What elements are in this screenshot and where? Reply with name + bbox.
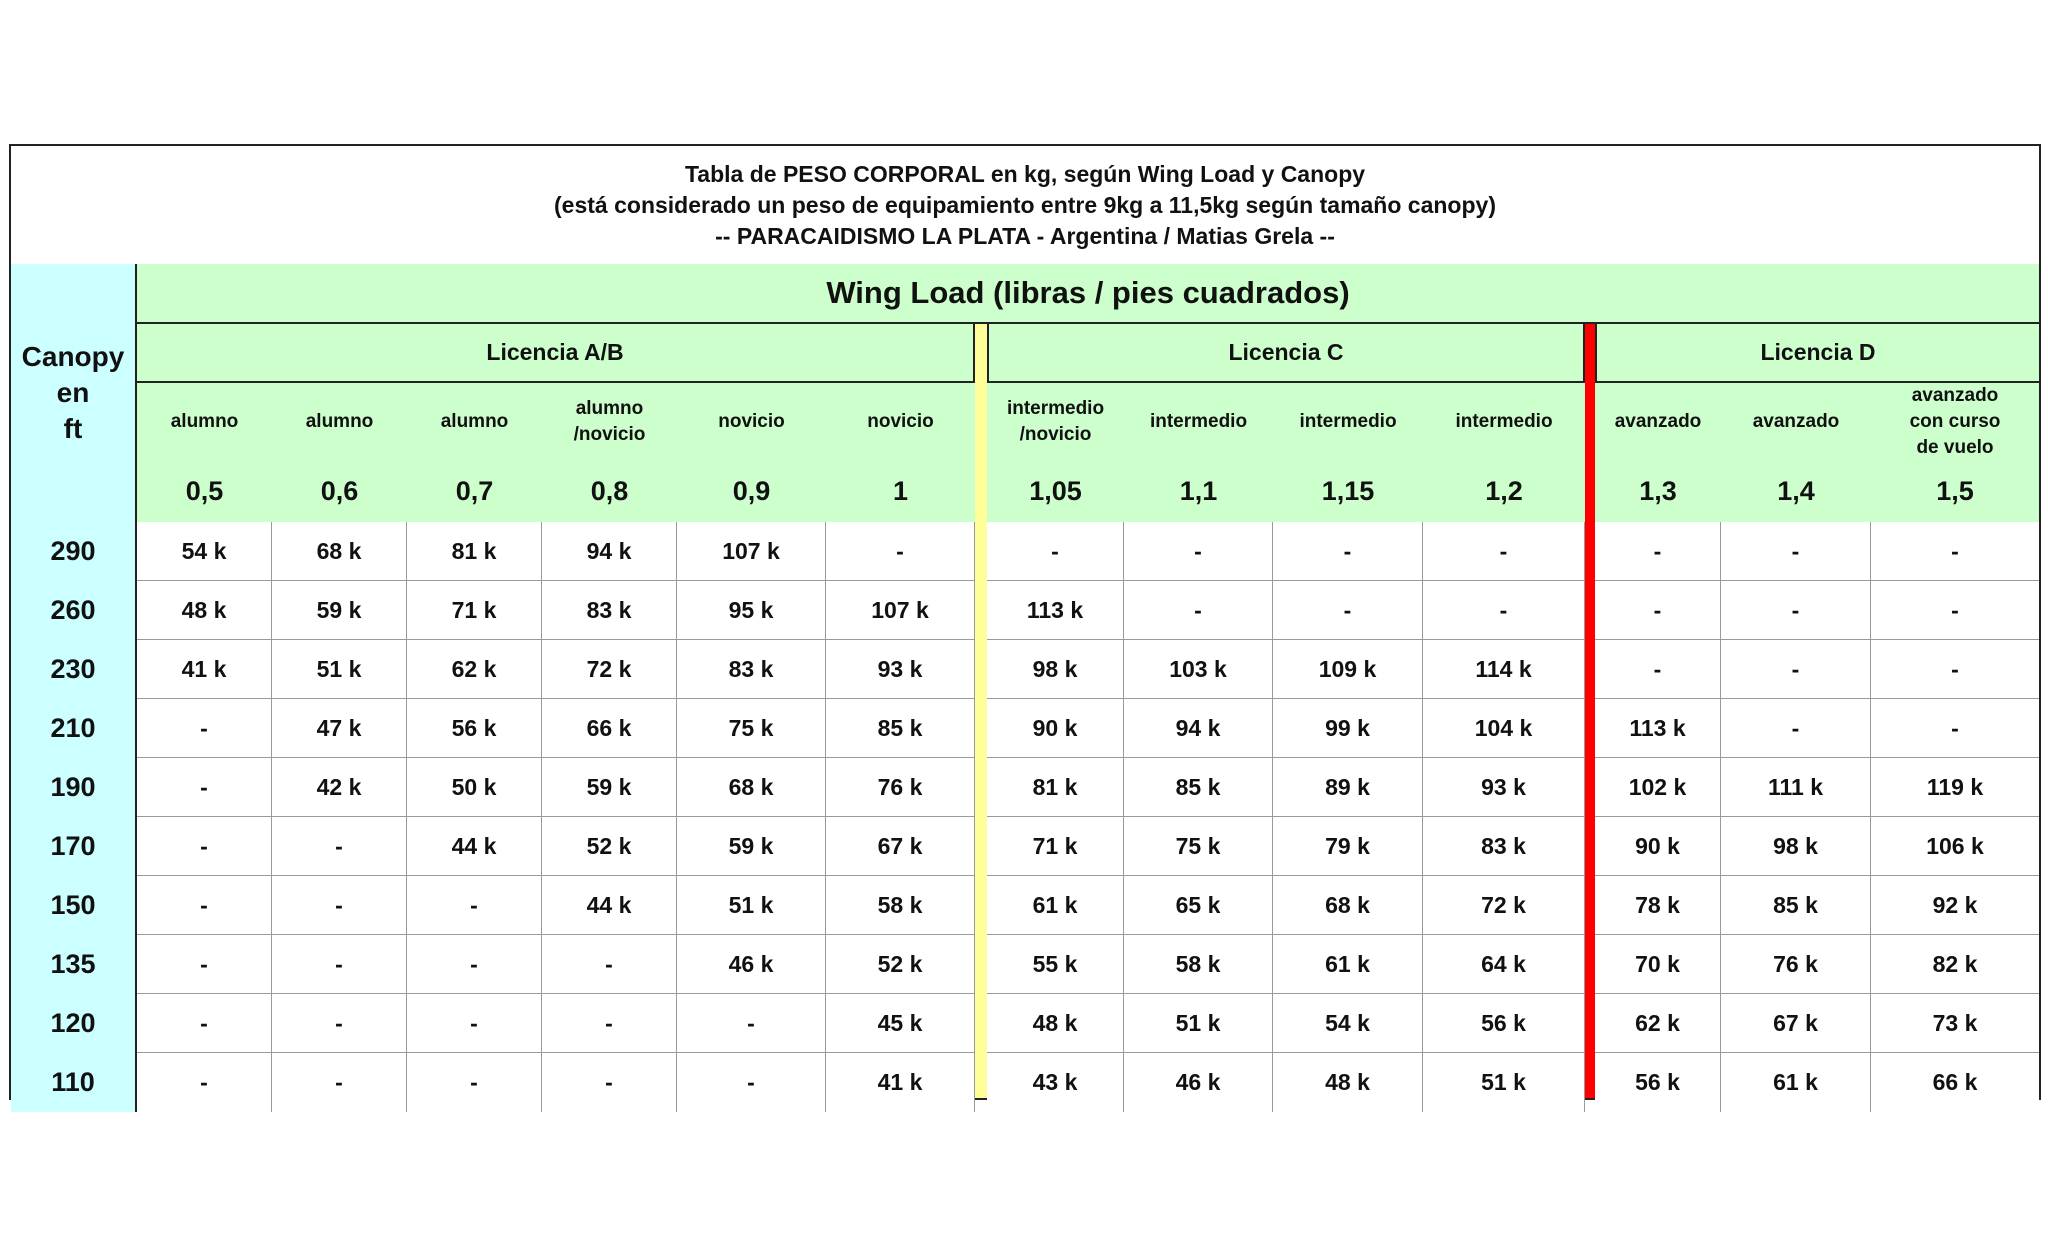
table-cell: 44 k — [542, 876, 677, 935]
column-level: intermedio /novicio — [987, 383, 1124, 461]
table-cell: 56 k — [1423, 994, 1585, 1053]
table-cell: 59 k — [272, 581, 407, 640]
table-cell: - — [137, 699, 272, 758]
table-cell: 64 k — [1423, 935, 1585, 994]
column-wing-load: 1,2 — [1423, 461, 1585, 522]
table-cell: - — [542, 935, 677, 994]
column-wing-load: 1,15 — [1273, 461, 1423, 522]
table-cell: 89 k — [1273, 758, 1423, 817]
table-cell: 78 k — [1595, 876, 1721, 935]
table-cell: 52 k — [826, 935, 975, 994]
license-header: Licencia A/B — [137, 324, 975, 383]
table-cell: 54 k — [137, 522, 272, 581]
table-cell: 95 k — [677, 581, 826, 640]
canopy-header-label: Canopy — [21, 341, 125, 372]
table-cell: - — [1423, 581, 1585, 640]
table-cell: 82 k — [1871, 935, 2039, 994]
table-cell: 106 k — [1871, 817, 2039, 876]
table-cell: - — [137, 994, 272, 1053]
column-level: novicio — [826, 383, 975, 461]
table-cell: 68 k — [677, 758, 826, 817]
table-cell: 67 k — [1721, 994, 1871, 1053]
table-cell: - — [1595, 581, 1721, 640]
table-cell: - — [1124, 522, 1273, 581]
table-cell: 94 k — [1124, 699, 1273, 758]
column-wing-load: 0,9 — [677, 461, 826, 522]
table-cell: 90 k — [987, 699, 1124, 758]
table-cell: - — [677, 1053, 826, 1112]
title-line-2: (está considerado un peso de equipamiento entre 9kg a 11,5kg según tamaño canopy) — [554, 191, 1496, 218]
table-cell: 107 k — [826, 581, 975, 640]
table-cell: 66 k — [542, 699, 677, 758]
table-cell: 45 k — [826, 994, 975, 1053]
table-cell: - — [1124, 581, 1273, 640]
table-cell: - — [1871, 581, 2039, 640]
table-cell: 81 k — [987, 758, 1124, 817]
table-cell: 93 k — [1423, 758, 1585, 817]
table-cell: 42 k — [272, 758, 407, 817]
table-cell: - — [1871, 640, 2039, 699]
table-cell: 51 k — [1423, 1053, 1585, 1112]
separator-ab-c — [975, 324, 987, 1098]
column-level: avanzado — [1721, 383, 1871, 461]
table-cell: - — [1871, 522, 2039, 581]
table-cell: 46 k — [677, 935, 826, 994]
table-cell: - — [1871, 699, 2039, 758]
table-cell: 71 k — [987, 817, 1124, 876]
table-cell: 48 k — [137, 581, 272, 640]
column-level: intermedio — [1273, 383, 1423, 461]
table-cell: 114 k — [1423, 640, 1585, 699]
table-cell: 102 k — [1595, 758, 1721, 817]
table-cell: 111 k — [1721, 758, 1871, 817]
table-cell: 81 k — [407, 522, 542, 581]
table-cell: 75 k — [677, 699, 826, 758]
table-cell: 41 k — [826, 1053, 975, 1112]
table-cell: 92 k — [1871, 876, 2039, 935]
table-cell: 107 k — [677, 522, 826, 581]
table-cell: 48 k — [1273, 1053, 1423, 1112]
table-cell: 68 k — [1273, 876, 1423, 935]
license-header: Licencia D — [1595, 324, 2039, 383]
table-cell: - — [542, 1053, 677, 1112]
column-wing-load: 0,5 — [137, 461, 272, 522]
table-cell: 113 k — [1595, 699, 1721, 758]
table-cell: - — [407, 1053, 542, 1112]
table-cell: 113 k — [987, 581, 1124, 640]
table-cell: 46 k — [1124, 1053, 1273, 1112]
canopy-size: 120 — [11, 994, 137, 1053]
canopy-size: 150 — [11, 876, 137, 935]
table-cell: 104 k — [1423, 699, 1585, 758]
column-wing-load: 1 — [826, 461, 975, 522]
table-cell: 99 k — [1273, 699, 1423, 758]
table-cell: 58 k — [1124, 935, 1273, 994]
wing-load-header: Wing Load (libras / pies cuadrados) — [137, 264, 2039, 324]
column-level: alumno — [407, 383, 542, 461]
canopy-size: 135 — [11, 935, 137, 994]
table-cell: 51 k — [272, 640, 407, 699]
column-level: avanzado — [1595, 383, 1721, 461]
table-cell: 98 k — [987, 640, 1124, 699]
table-cell: 56 k — [1595, 1053, 1721, 1112]
table-cell: 54 k — [1273, 994, 1423, 1053]
table-cell: - — [272, 876, 407, 935]
column-wing-load: 0,8 — [542, 461, 677, 522]
table-cell: 56 k — [407, 699, 542, 758]
table-cell: - — [137, 1053, 272, 1112]
table-cell: - — [1423, 522, 1585, 581]
table-cell: 93 k — [826, 640, 975, 699]
table-cell: - — [407, 994, 542, 1053]
canopy-header-label: ft — [63, 413, 83, 444]
table-cell: - — [1721, 581, 1871, 640]
column-wing-load: 1,5 — [1871, 461, 2039, 522]
table-cell: 85 k — [826, 699, 975, 758]
table-cell: 41 k — [137, 640, 272, 699]
table-cell: - — [1721, 522, 1871, 581]
column-wing-load: 1,1 — [1124, 461, 1273, 522]
table-grid — [11, 264, 2039, 1098]
table-cell: 61 k — [1721, 1053, 1871, 1112]
canopy-size: 290 — [11, 522, 137, 581]
table-cell: - — [137, 758, 272, 817]
column-wing-load: 0,7 — [407, 461, 542, 522]
table-cell: 83 k — [677, 640, 826, 699]
table-cell: 70 k — [1595, 935, 1721, 994]
table-cell: - — [1595, 640, 1721, 699]
table-cell: 109 k — [1273, 640, 1423, 699]
canopy-size: 260 — [11, 581, 137, 640]
table-cell: - — [1273, 522, 1423, 581]
table-cell: 71 k — [407, 581, 542, 640]
table-cell: 51 k — [677, 876, 826, 935]
column-level: avanzado con curso de vuelo — [1871, 383, 2039, 461]
canopy-size: 170 — [11, 817, 137, 876]
table-cell: 79 k — [1273, 817, 1423, 876]
canopy-header-label: en — [56, 377, 90, 408]
table-cell: 58 k — [826, 876, 975, 935]
column-level: alumno /novicio — [542, 383, 677, 461]
table-cell: 75 k — [1124, 817, 1273, 876]
table-cell: 59 k — [677, 817, 826, 876]
table-cell: 85 k — [1124, 758, 1273, 817]
table-cell: 119 k — [1871, 758, 2039, 817]
table-cell: 61 k — [987, 876, 1124, 935]
canopy-header — [11, 264, 137, 522]
table-cell: - — [1595, 522, 1721, 581]
table-cell: 62 k — [1595, 994, 1721, 1053]
table-cell: 47 k — [272, 699, 407, 758]
table-cell: - — [987, 522, 1124, 581]
table-cell: - — [272, 935, 407, 994]
table-cell: - — [272, 817, 407, 876]
column-wing-load: 0,6 — [272, 461, 407, 522]
table-cell: - — [137, 876, 272, 935]
table-cell: - — [272, 994, 407, 1053]
table-cell: 55 k — [987, 935, 1124, 994]
table-cell: 76 k — [826, 758, 975, 817]
table-cell: - — [407, 935, 542, 994]
table-cell: 83 k — [1423, 817, 1585, 876]
table-cell: 83 k — [542, 581, 677, 640]
table-cell: - — [137, 817, 272, 876]
table-cell: 98 k — [1721, 817, 1871, 876]
table-cell: 76 k — [1721, 935, 1871, 994]
table-cell: - — [826, 522, 975, 581]
column-level: novicio — [677, 383, 826, 461]
table-cell: 50 k — [407, 758, 542, 817]
table-cell: 94 k — [542, 522, 677, 581]
column-level: intermedio — [1423, 383, 1585, 461]
table-cell: - — [1721, 640, 1871, 699]
column-level: alumno — [272, 383, 407, 461]
table-cell: 66 k — [1871, 1053, 2039, 1112]
column-wing-load: 1,4 — [1721, 461, 1871, 522]
license-header: Licencia C — [987, 324, 1585, 383]
canopy-size: 190 — [11, 758, 137, 817]
table-cell: 67 k — [826, 817, 975, 876]
table-title — [11, 146, 2039, 266]
table-cell: - — [542, 994, 677, 1053]
table-cell: 103 k — [1124, 640, 1273, 699]
table-cell: - — [1721, 699, 1871, 758]
table-cell: 73 k — [1871, 994, 2039, 1053]
table-cell: - — [407, 876, 542, 935]
table-cell: 61 k — [1273, 935, 1423, 994]
column-level: alumno — [137, 383, 272, 461]
column-wing-load: 1,3 — [1595, 461, 1721, 522]
table-cell: 65 k — [1124, 876, 1273, 935]
table-cell: - — [137, 935, 272, 994]
table-cell: 52 k — [542, 817, 677, 876]
table-cell: 51 k — [1124, 994, 1273, 1053]
table-cell: 62 k — [407, 640, 542, 699]
column-level: intermedio — [1124, 383, 1273, 461]
table-cell: - — [272, 1053, 407, 1112]
table-cell: 90 k — [1595, 817, 1721, 876]
weight-table — [9, 144, 2041, 1100]
table-cell: 68 k — [272, 522, 407, 581]
table-cell: - — [677, 994, 826, 1053]
table-cell: 72 k — [542, 640, 677, 699]
table-cell: 44 k — [407, 817, 542, 876]
table-cell: 59 k — [542, 758, 677, 817]
separator-c-d — [1585, 324, 1595, 1098]
canopy-size: 210 — [11, 699, 137, 758]
table-cell: 72 k — [1423, 876, 1585, 935]
table-cell: 85 k — [1721, 876, 1871, 935]
table-cell: - — [1273, 581, 1423, 640]
canopy-size: 110 — [11, 1053, 137, 1112]
table-cell: 48 k — [987, 994, 1124, 1053]
table-cell: 43 k — [987, 1053, 1124, 1112]
title-line-3: -- PARACAIDISMO LA PLATA - Argentina / Matias Grela -- — [715, 222, 1335, 249]
canopy-size: 230 — [11, 640, 137, 699]
title-line-1: Tabla de PESO CORPORAL en kg, según Wing Load y Canopy — [684, 160, 1366, 187]
column-wing-load: 1,05 — [987, 461, 1124, 522]
